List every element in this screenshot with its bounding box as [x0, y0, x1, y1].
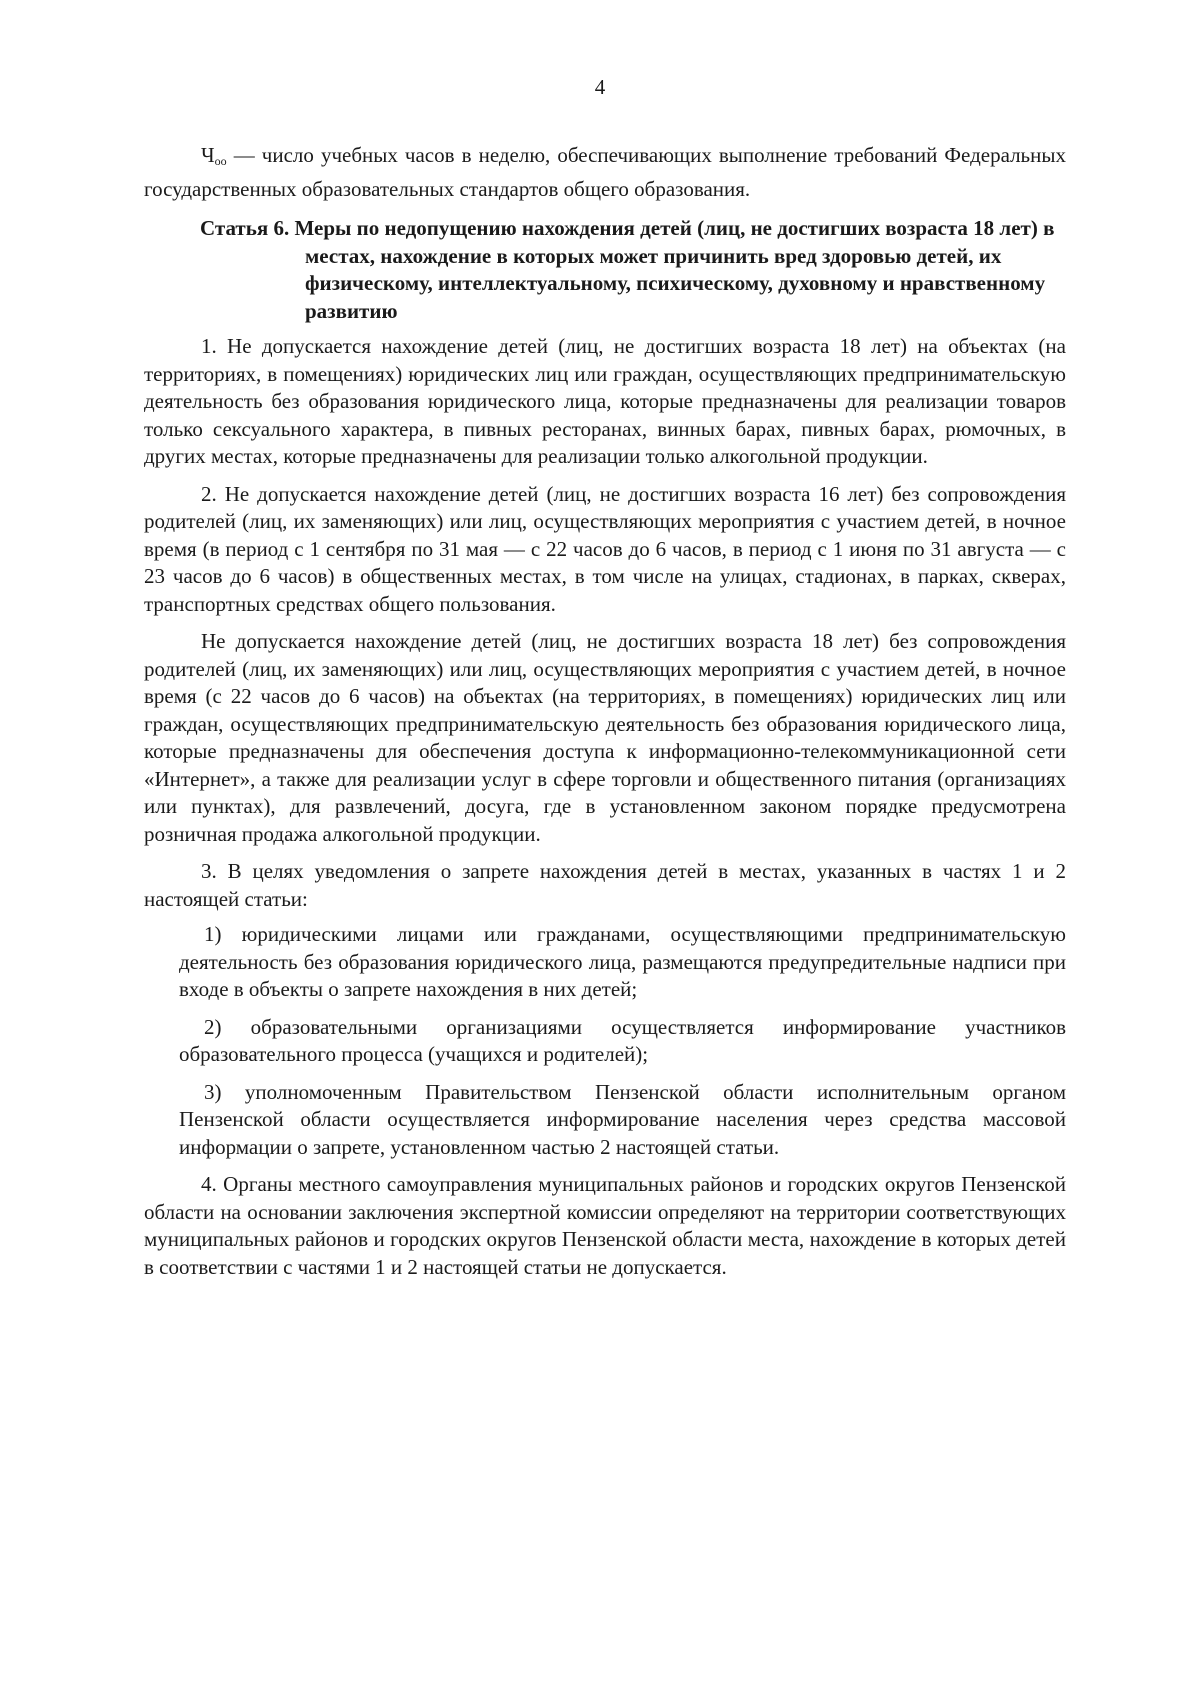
- intro-paragraph: [144, 142, 1066, 203]
- document-body: [144, 142, 1066, 1291]
- page-number: 4: [594, 75, 606, 99]
- intro-text: — число учебных часов в неделю, обеспечивающих выполнение требований Федеральных государственных образовательных стандартов общего образования.: [144, 143, 1066, 201]
- paragraph-2-continued: Не допускается нахождение детей (лиц, не достигших возраста 18 лет) без сопровождения родителей (лиц, их заменяющих) или лиц, осуществляющих мероприятия с участием детей, в ночное время (с 22 часов до 6 часов) на объектах (на территориях, в помещениях) юридических лиц или граждан, осуществляющих предпринимательскую деятельность без образования юридического лица, которые предназначены для обеспечения доступа к информационно-телекоммуникационной сети «Интернет», а также для реализации услуг в сфере торговли и общественного питания (организациях или пунктах), для развлечений, досуга, где в установленном законом порядке предусмотрена розничная продажа алкогольной продукции.: [144, 629, 1066, 846]
- paragraph-1: 1. Не допускается нахождение детей (лиц, не достигших возраста 18 лет) на объектах (на территориях, в помещениях) юридических лиц или граждан, осуществляющих предпринимательскую деятельность без образования юридического лица, которые предназначены для реализации товаров только сексуального характера, в пивных ресторанах, винных барах, пивных барах, рюмочных, в других местах, которые предназначены для реализации только алкогольной продукции.: [144, 334, 1066, 468]
- list-item: 2) образовательными организациями осуществляется информирование участников образовательного процесса (учащихся и родителей);: [179, 1014, 1066, 1066]
- symbol-subscript: оо: [214, 154, 227, 168]
- list-item: 3) уполномоченным Правительством Пензенской области исполнительным органом Пензенской области осуществляется информирование населения через средства массовой информации о запрете, установленном частью 2 настоящей статьи.: [179, 1079, 1066, 1159]
- paragraph-2: 2. Не допускается нахождение детей (лиц, не достигших возраста 16 лет) без сопровождения родителей (лиц, их заменяющих) или лиц, осуществляющих мероприятия с участием детей, в ночное время (в период с 1 сентября по 31 мая — с 22 часов до 6 часов, в период с 1 июня по 31 августа — с 23 часов до 6 часов) в общественных местах, в том числе на улицах, стадионах, в парках, скверах, транспортных средствах общего пользования.: [144, 481, 1066, 616]
- symbol-main: Ч: [201, 143, 215, 167]
- list-item: 1) юридическими лицами или гражданами, осуществляющими предпринимательскую деятельность без образования юридического лица, размещаются предупредительные надписи при входе в объекты о запрете нахождения в них детей;: [179, 922, 1066, 1001]
- paragraph-4: 4. Органы местного самоуправления муниципальных районов и городских округов Пензенской области на основании заключения экспертной комиссии определяют на территории соответствующих муниципальных районов и городских округов Пензенской области места, нахождение в которых детей в соответствии с частями 1 и 2 настоящей статьи не допускается.: [144, 1172, 1066, 1279]
- article-heading: Статья 6. Меры по недопущению нахождения детей (лиц, не достигших возраста 18 лет) в местах, нахождение в которых может причинить вред здоровью детей, их физическому, интеллектуальному, психическому, духовному и нравственному развитию: [200, 216, 1055, 323]
- paragraph-3: 3. В целях уведомления о запрете нахождения детей в местах, указанных в частях 1 и 2 настоящей статьи:: [144, 859, 1066, 911]
